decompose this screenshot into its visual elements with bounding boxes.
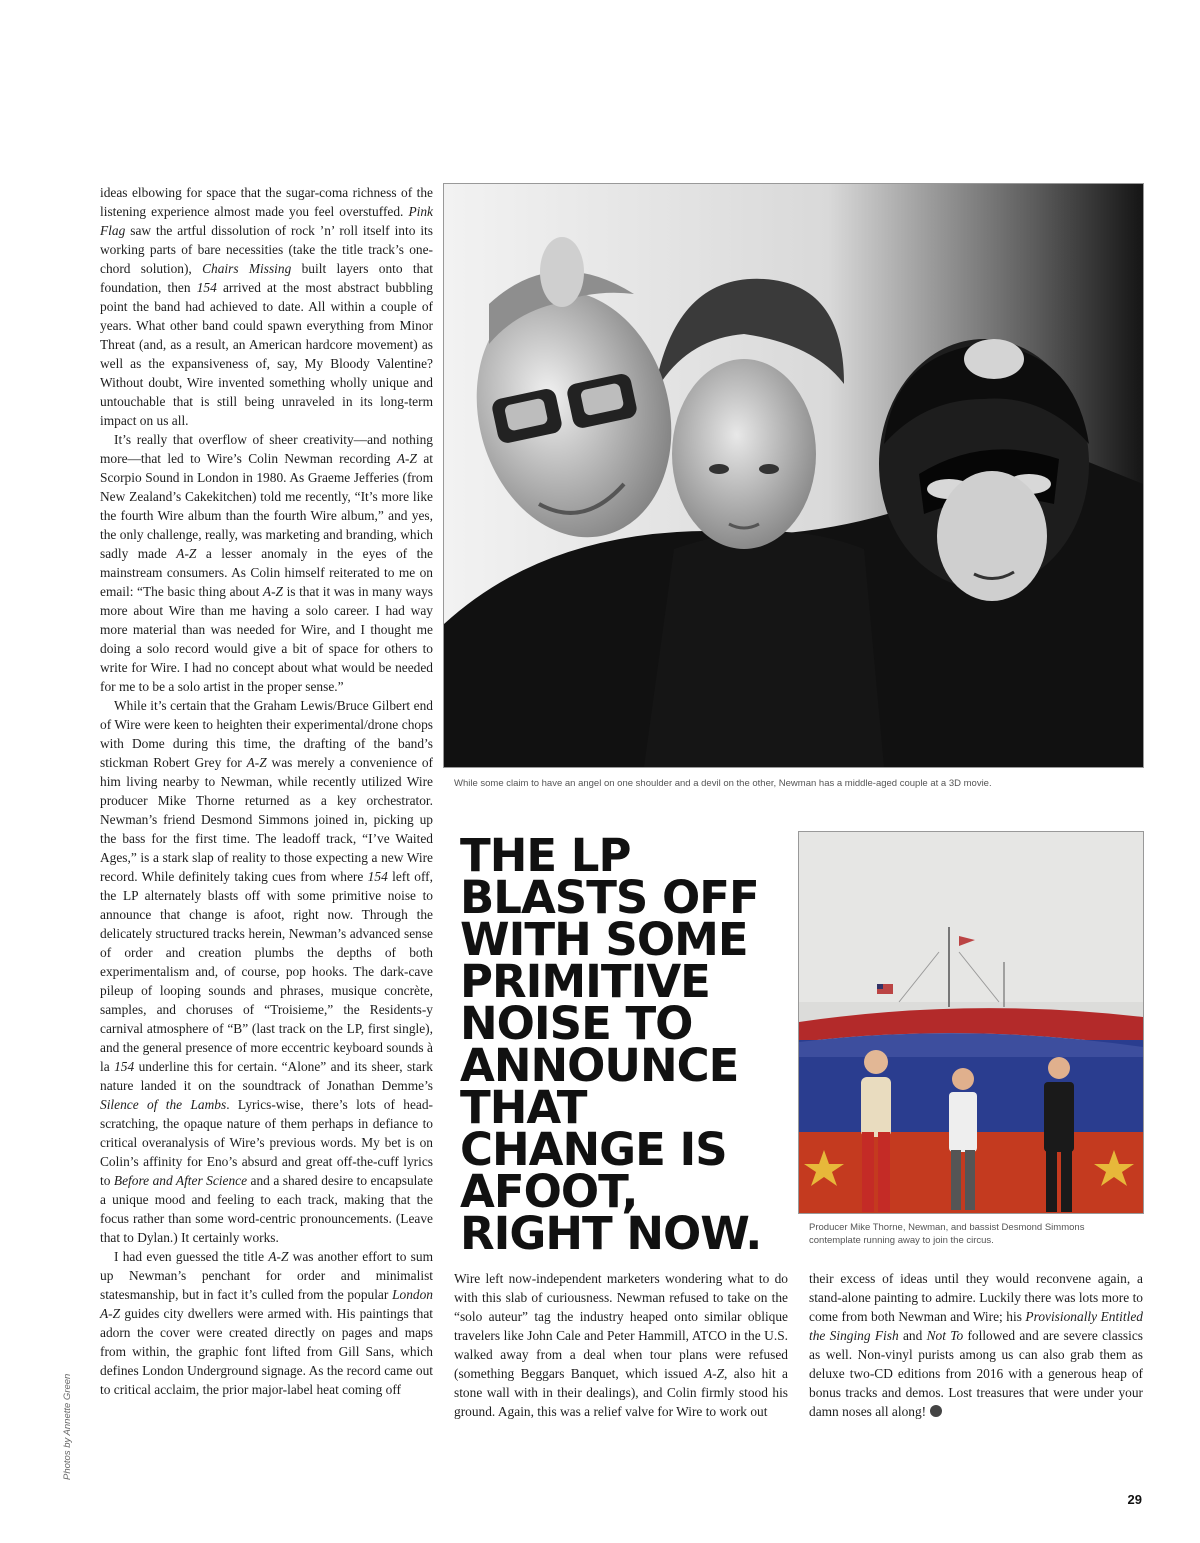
paragraph: ideas elbowing for space that the sugar-coma richness of the listening experience almost made you feel overstuffed. Pink Flag saw the artful dissolution of rock ’n’ roll itself into its working parts of bare necessities (take the title track’s one-chord solution), Chairs Missing built layers onto that foundation, then 154 arrived at the most abstract bubbling point the band had achieved to date. All within a couple of years. What other band could spawn everything from Minor Threat (and, as a result, an American hardcore movement) as well as the expansiveness of, say, My Bloody Valentine? Without doubt, Wire invented something wholly unique and untouchable that is still being unraveled in its long-term impact on us all. — [100, 185, 433, 428]
paragraph: While it’s certain that the Graham Lewis/Bruce Gilbert end of Wire were keen to heighten their experimental/drone chops with Dome during this time, the drafting of the band’s stickman Robert Grey for A-Z was merely a convenience of him living nearby to Newman, while recently utilized Wire producer Mike Thorne returned as a key orchestrator. Newman’s friend Desmond Simmons joined in, picking up the bass for the first time. The leadoff track, “I’ve Waited Ages,” is a stark slap of reality to those expecting a new Wire record. While definitely taking cues from where 154 left off, the LP alternately blasts off with some primitive noise to announce that change is afoot, right now. Through the delicately structured tracks herein, Newman’s advanced sense of order and creation plumbs the depths of both experimentalism and, of course, pop hooks. The dark-cave pileup of looping sounds and phrases, musique concrète, samples, and choruses of “Troisieme,” the Residents-y carnival atmosphere of “B” (last track on the LP, first single), and the general presence of more eccentric keyboard sounds à la 154 underline this for certain. “Alone” and its sheer, stark nature landed it on the soundtrack of Jonathan Demme’s Silence of the Lambs. Lyrics-wise, there’s lots of head-scratching, the opaque nature of them perhaps in defiance to critical overanalysis of Wire’s previous words. My bet is on Colin’s affinity for Eno’s absurd and great off-the-cuff lyrics to Before and After Science and a shared desire to encapsulate a unique mood and feeling to each track, making that the focus rather than some word-centric pronouncements. (Leave that to Dylan.) It certainly works. — [100, 698, 433, 1245]
paragraph: I had even guessed the title A-Z was another effort to sum up Newman’s penchant for order and minimalist statesmanship, but in fact it’s culled from the popular London A-Z guides city dwellers were armed with. His paintings that adorn the cover were created directly on pages and maps from within, the graphic font lifted from Gill Sans, which defines London Underground signage. As the record came out to critical acclaim, the prior major-label heat coming off — [100, 1249, 433, 1397]
article-column-middle — [454, 1269, 788, 1421]
photo-caption: While some claim to have an angel on one shoulder and a devil on the other, Newman has a middle-aged couple at a 3D movie. — [454, 778, 992, 789]
pull-quote: THE LP BLASTS OFF WITH SOME PRIMITIVE NOISE TO ANNOUNCE THAT CHANGE IS AFOOT, RIGHT NOW. — [460, 829, 762, 1260]
photo-circus-tent — [799, 832, 1143, 1213]
page-number: 29 — [1127, 1492, 1142, 1507]
photo-newman-with-masks — [444, 184, 1143, 767]
article-column-right — [809, 1269, 1143, 1421]
paragraph: their excess of ideas until they would reconvene again, a stand-alone painting to admire. Luckily there was lots more to come from both Newman and Wire; his Provisionally Entitled the Singing Fish and Not To followed and are severe classics as well. Non-vinyl purists among us can also grab them as deluxe two-CD editions from 2016 with a generous heap of bonus tracks and demos. Lost treasures that were under your damn noses all along! — [809, 1271, 1144, 1419]
paragraph: Wire left now-independent marketers wondering what to do with this slab of curiousness. Newman refused to take on the “solo auteur” tag the industry heaped onto similar oblique travelers like John Cale and Peter Hammill, ATCO in the U.S. walked away from a deal when tour plans were refused (something Beggars Banquet, which issued A-Z, also hit a stone wall with in their dealings), and Colin firmly stood his ground. Again, this was a relief valve for Wire to work out — [454, 1271, 789, 1419]
end-of-article-icon — [930, 1405, 942, 1417]
paragraph: It’s really that overflow of sheer creativity—and nothing more—that led to Wire’s Colin Newman recording A-Z at Scorpio Sound in London in 1980. As Graeme Jefferies (from New Zealand’s Cakekitchen) told me recently, “It’s more like the fourth Wire album than the fourth Wire album,” and yes, the only challenge, really, was marketing and branding, which sadly made A-Z a lesser anomaly in the eyes of the mainstream consumers. As Colin himself reiterated to me on email: “The basic thing about A-Z is that it was in many ways more about Wire than me having a solo career. I had way more material than was needed for Wire, and I thought me doing a solo record would give a bit of space for others to write for Wire. I had no concept about what would be needed for me to be a solo artist in the proper sense.” — [100, 432, 433, 694]
article-column-left — [100, 183, 433, 1399]
photo-credit: Photos by Annette Green — [62, 1373, 73, 1480]
photo-caption: Producer Mike Thorne, Newman, and bassist Desmond Simmons contemplate running away to join the circus. — [809, 1222, 1085, 1246]
